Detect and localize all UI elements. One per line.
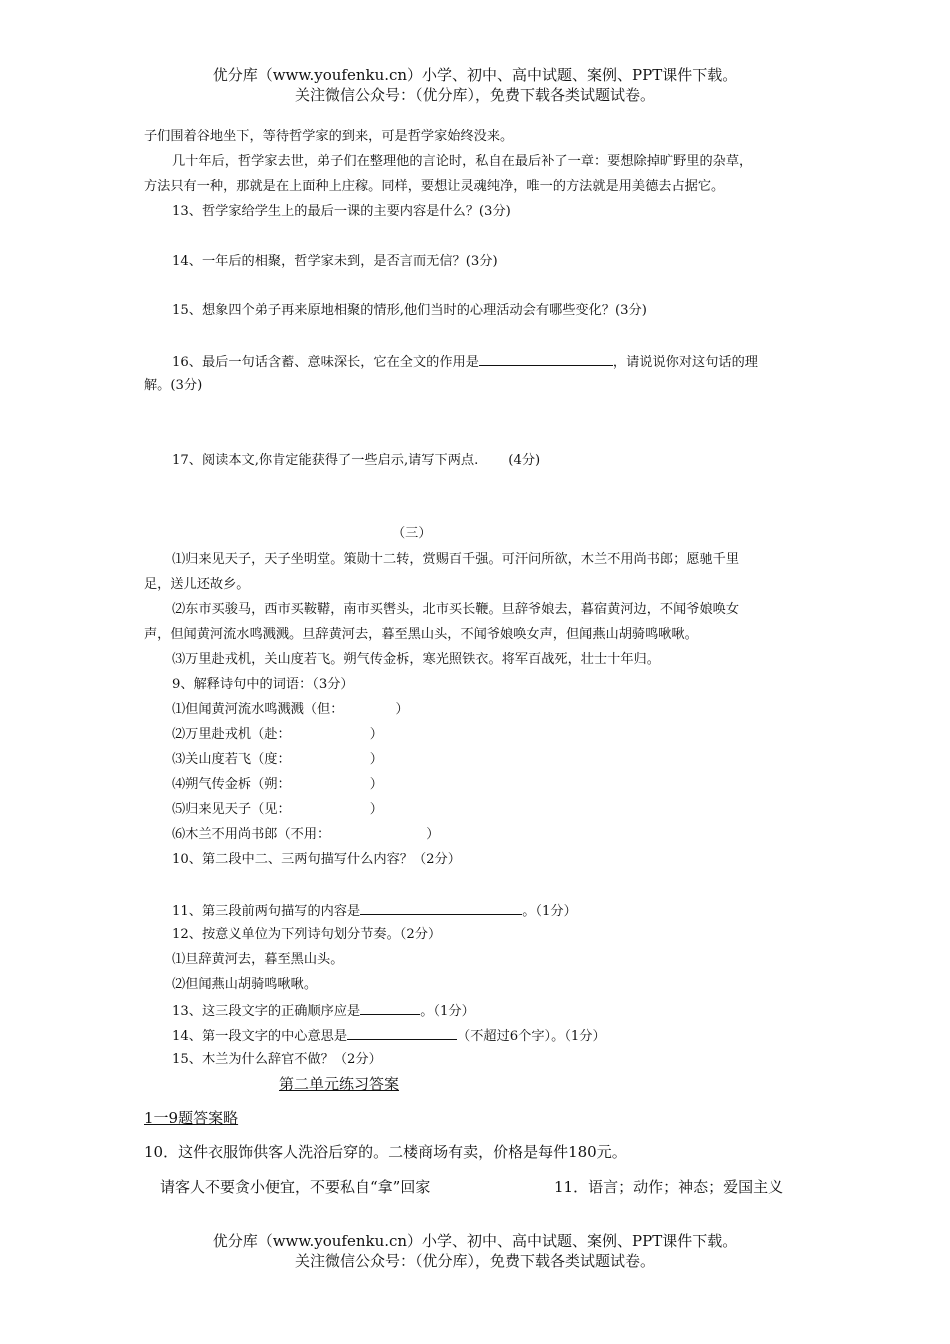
answer-10-cont: 请客人不要贪小便宜，不要私自“拿”回家 xyxy=(160,1178,431,1196)
question-11 xyxy=(172,901,577,921)
question-14b-score: （不超过6个字）。（1分） xyxy=(457,1029,606,1044)
passage-line: 子们围着谷地坐下，等待哲学家的到来，可是哲学家始终没来。 xyxy=(144,129,514,144)
word-item-text: ⑶关山度若飞（度： xyxy=(172,752,291,767)
passage-line: 几十年后，哲学家去世，弟子们在整理他的言论时，私自在最后补了一章：要想除掉旷野里的杂草， xyxy=(172,154,753,169)
word-item-text: ⑵万里赴戎机（赴： xyxy=(172,727,291,742)
word-item-2 xyxy=(172,726,383,744)
question-12-item-1: ⑴旦辞黄河去，暮至黑山头。 xyxy=(172,952,344,967)
poem-line: ⑴归来见天子，天子坐明堂。策勋十二转，赏赐百千强。可汗问所欲，木兰不用尚书郎；愿驰千里 xyxy=(172,552,740,567)
close-paren: ） xyxy=(369,802,383,817)
question-13b-text: 13、这三段文字的正确顺序应是 xyxy=(172,1004,361,1019)
answer-11: 11．语言；动作；神态；爱国主义 xyxy=(554,1178,784,1196)
close-paren: ） xyxy=(369,752,383,767)
word-item-text: ⑴但闻黄河流水鸣溅溅（但： xyxy=(172,702,344,717)
question-9: 9、解释诗句中的词语：（3分） xyxy=(172,677,354,692)
question-17-score: (4分) xyxy=(508,453,541,468)
question-15b: 15、木兰为什么辞官不做？（2分） xyxy=(172,1052,382,1067)
close-paren: ） xyxy=(395,702,409,717)
header-line-2: 关注微信公众号：（优分库），免费下载各类试题试卷。 xyxy=(294,86,655,104)
poem-line: 声，但闻黄河流水鸣溅溅。旦辞黄河去，暮至黑山头，不闻爷娘唤女声，但闻燕山胡骑鸣啾啾。 xyxy=(144,627,698,642)
answer-blank[interactable] xyxy=(360,1001,420,1015)
answers-title: 第二单元练习答案 xyxy=(279,1075,400,1093)
close-paren: ） xyxy=(426,827,440,842)
answer-blank[interactable] xyxy=(479,352,613,366)
answer-1-9: 1一9题答案略 xyxy=(144,1109,239,1127)
word-item-4 xyxy=(172,776,383,794)
question-16-text: 16、最后一句话含蓄、意味深长，它在全文的作用是 xyxy=(172,355,479,370)
poem-line: 足，送儿还故乡。 xyxy=(144,577,250,592)
footer-line-2: 关注微信公众号：（优分库），免费下载各类试题试卷。 xyxy=(294,1252,655,1270)
section-title: （三） xyxy=(392,526,432,541)
question-12-item-2: ⑵但闻燕山胡骑鸣啾啾。 xyxy=(172,977,318,992)
question-10: 10、第二段中二、三两句描写什么内容？（2分） xyxy=(172,852,461,867)
question-14: 14、一年后的相聚，哲学家未到，是否言而无信？(3分) xyxy=(172,254,498,269)
question-12: 12、按意义单位为下列诗句划分节奏。（2分） xyxy=(172,927,442,942)
footer-line-1: 优分库（www.youfenku.cn）小学、初中、高中试题、案例、PPT课件下载。 xyxy=(212,1232,738,1250)
question-14b-text: 14、第一段文字的中心意思是 xyxy=(172,1029,348,1044)
word-item-3 xyxy=(172,751,383,769)
answer-10: 10．这件衣服饰供客人洗浴后穿的。二楼商场有卖，价格是每件180元。 xyxy=(144,1143,627,1161)
word-item-6 xyxy=(172,826,439,844)
question-11-text: 11、第三段前两句描写的内容是 xyxy=(172,904,361,919)
question-14b xyxy=(172,1026,606,1046)
word-item-5 xyxy=(172,801,383,819)
close-paren: ） xyxy=(369,727,383,742)
question-16-cont: 解。(3分) xyxy=(144,378,203,393)
question-15: 15、想象四个弟子再来原地相聚的情形,他们当时的心理活动会有哪些变化？(3分) xyxy=(172,303,647,318)
question-13b xyxy=(172,1001,475,1021)
passage-line: 方法只有一种，那就是在上面种上庄稼。同样，要想让灵魂纯净，唯一的方法就是用美德去占据它。 xyxy=(144,179,725,194)
question-16-text-2: ，请说说你对这句话的理 xyxy=(612,355,758,370)
answer-blank[interactable] xyxy=(360,901,522,915)
word-item-text: ⑸归来见天子（见： xyxy=(172,802,291,817)
question-13: 13、哲学家给学生上的最后一课的主要内容是什么？(3分) xyxy=(172,204,511,219)
header-line-1: 优分库（www.youfenku.cn）小学、初中、高中试题、案例、PPT课件下载。 xyxy=(212,66,738,84)
question-13b-score: 。（1分） xyxy=(420,1004,475,1019)
word-item-1 xyxy=(172,701,409,719)
word-item-text: ⑷朔气传金柝（朔： xyxy=(172,777,291,792)
question-17 xyxy=(172,452,540,470)
question-17-text: 17、阅读本文,你肯定能获得了一些启示,请写下两点. xyxy=(172,453,479,468)
poem-line: ⑶万里赴戎机，关山度若飞。朔气传金柝，寒光照铁衣。将军百战死，壮士十年归。 xyxy=(172,652,660,667)
word-item-text: ⑹木兰不用尚书郎（不用： xyxy=(172,827,331,842)
answer-blank[interactable] xyxy=(347,1026,457,1040)
question-11-score: 。（1分） xyxy=(522,904,577,919)
poem-line: ⑵东市买骏马，西市买鞍鞯，南市买辔头，北市买长鞭。旦辞爷娘去，暮宿黄河边，不闻爷娘唤女 xyxy=(172,602,740,617)
close-paren: ） xyxy=(369,777,383,792)
question-16 xyxy=(172,352,758,372)
